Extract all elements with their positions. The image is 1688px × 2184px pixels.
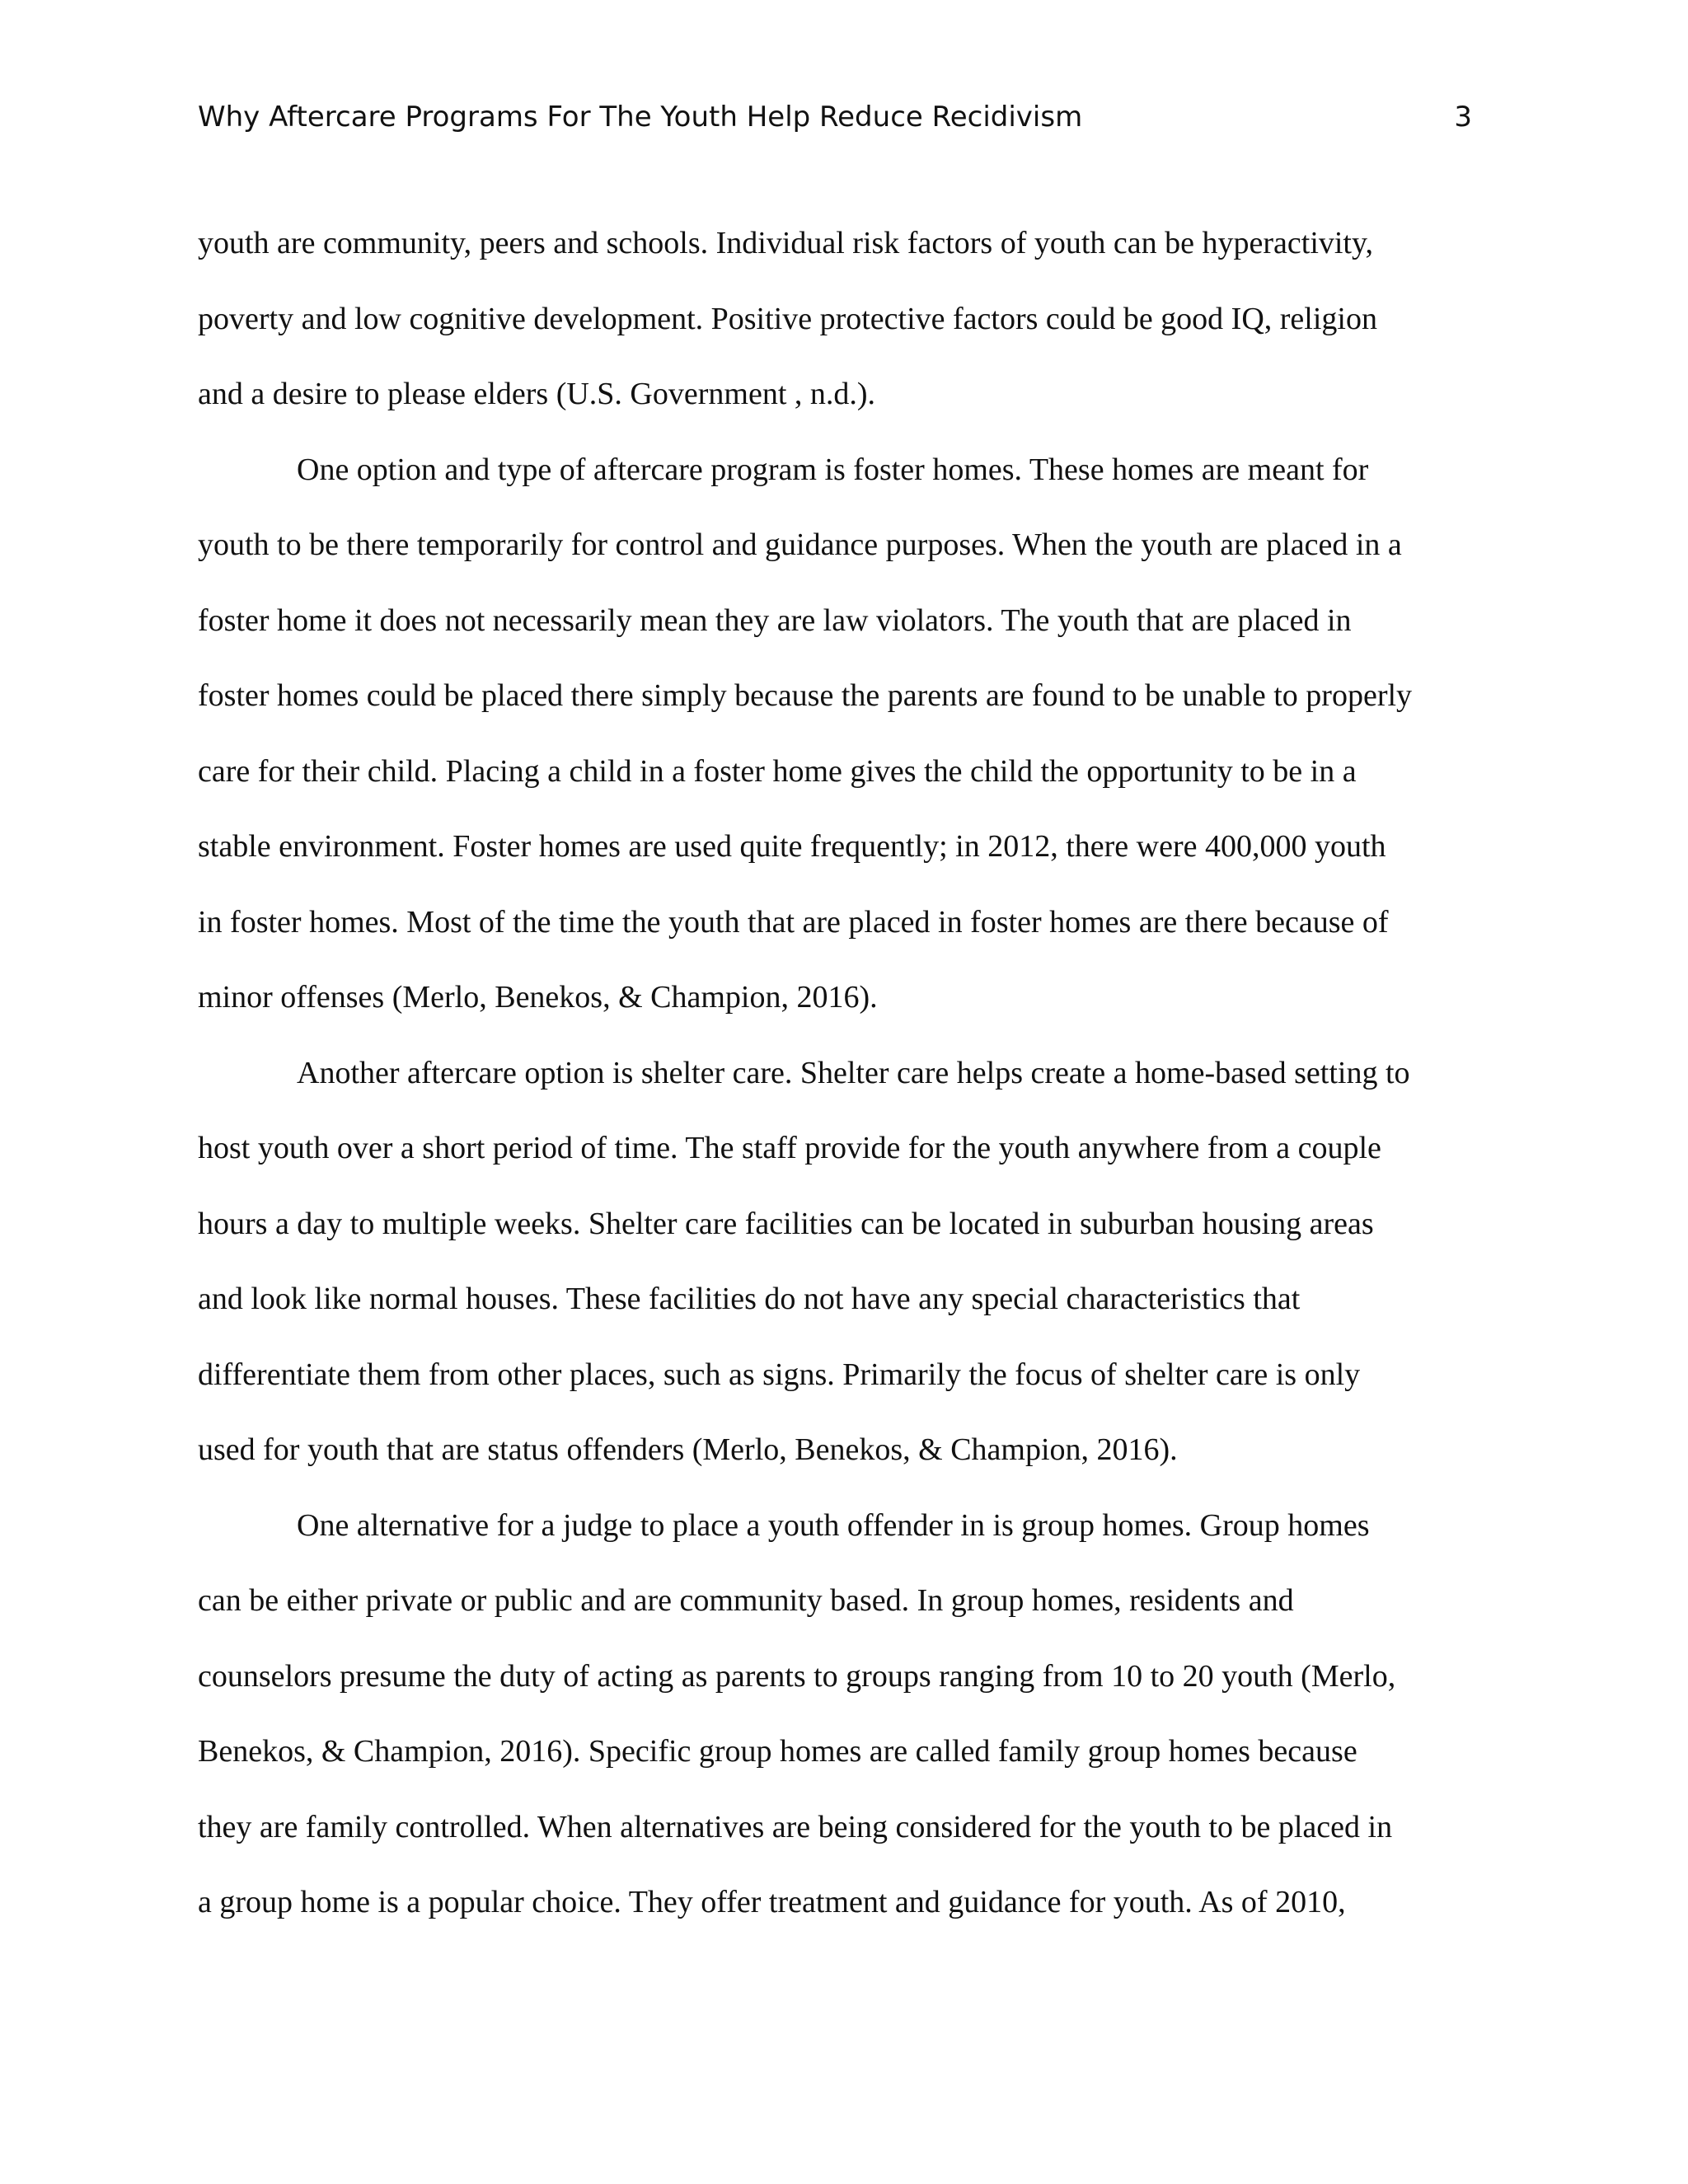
text-line: poverty and low cognitive development. Positive protective factors could be good IQ, religion [198, 301, 1377, 336]
text-line: foster home it does not necessarily mean they are law violators. The youth that are placed in [198, 602, 1352, 638]
running-head [198, 92, 1472, 142]
text-line: used for youth that are status offenders (Merlo, Benekos, & Champion, 2016). [198, 1432, 1178, 1467]
text-line: One option and type of aftercare program is foster homes. These homes are meant for [297, 452, 1369, 487]
text-line: Benekos, & Champion, 2016). Specific group homes are called family group homes because [198, 1734, 1357, 1769]
text-line: youth to be there temporarily for control and guidance purposes. When the youth are placed in a [198, 527, 1402, 562]
text-line: and look like normal houses. These facilities do not have any special characteristics that [198, 1282, 1301, 1316]
paragraph-foster-homes [198, 433, 1467, 1036]
text-line: Another aftercare option is shelter care. Shelter care helps create a home-based setting to [297, 1055, 1410, 1090]
text-line: counselors presume the duty of acting as parents to groups ranging from 10 to 20 youth (Merlo, [198, 1658, 1396, 1694]
text-line: care for their child. Placing a child in a foster home gives the child the opportunity to be in a [198, 753, 1357, 789]
body-text [198, 206, 1467, 1941]
text-line: minor offenses (Merlo, Benekos, & Champion, 2016). [198, 980, 878, 1015]
text-line: and a desire to please elders (U.S. Government , n.d.). [198, 377, 876, 411]
text-line: they are family controlled. When alternatives are being considered for the youth to be placed in [198, 1809, 1393, 1844]
text-line: a group home is a popular choice. They offer treatment and guidance for youth. As of 2010, [198, 1885, 1346, 1919]
text-line: host youth over a short period of time. The staff provide for the youth anywhere from a couple [198, 1131, 1381, 1165]
text-line: foster homes could be placed there simply because the parents are found to be unable to properly [198, 678, 1413, 713]
paragraph-shelter-care [198, 1036, 1467, 1488]
text-line: hours a day to multiple weeks. Shelter care facilities can be located in suburban housing areas [198, 1206, 1374, 1241]
text-line: can be either private or public and are community based. In group homes, residents and [198, 1583, 1294, 1618]
text-line: differentiate them from other places, such as signs. Primarily the focus of shelter care is only [198, 1357, 1361, 1392]
page-number: 3 [1454, 101, 1472, 134]
text-line: One alternative for a judge to place a youth offender in is group homes. Group homes [297, 1507, 1370, 1543]
paragraph-group-homes [198, 1488, 1467, 1941]
text-line: stable environment. Foster homes are used quite frequently; in 2012, there were 400,000 youth [198, 829, 1386, 864]
header-title: Why Aftercare Programs For The Youth Help Reduce Recidivism [198, 101, 1083, 134]
paragraph-1 [198, 206, 1467, 433]
text-line: youth are community, peers and schools. Individual risk factors of youth can be hyperactivity, [198, 226, 1374, 260]
text-line: in foster homes. Most of the time the youth that are placed in foster homes are there because of [198, 904, 1389, 940]
